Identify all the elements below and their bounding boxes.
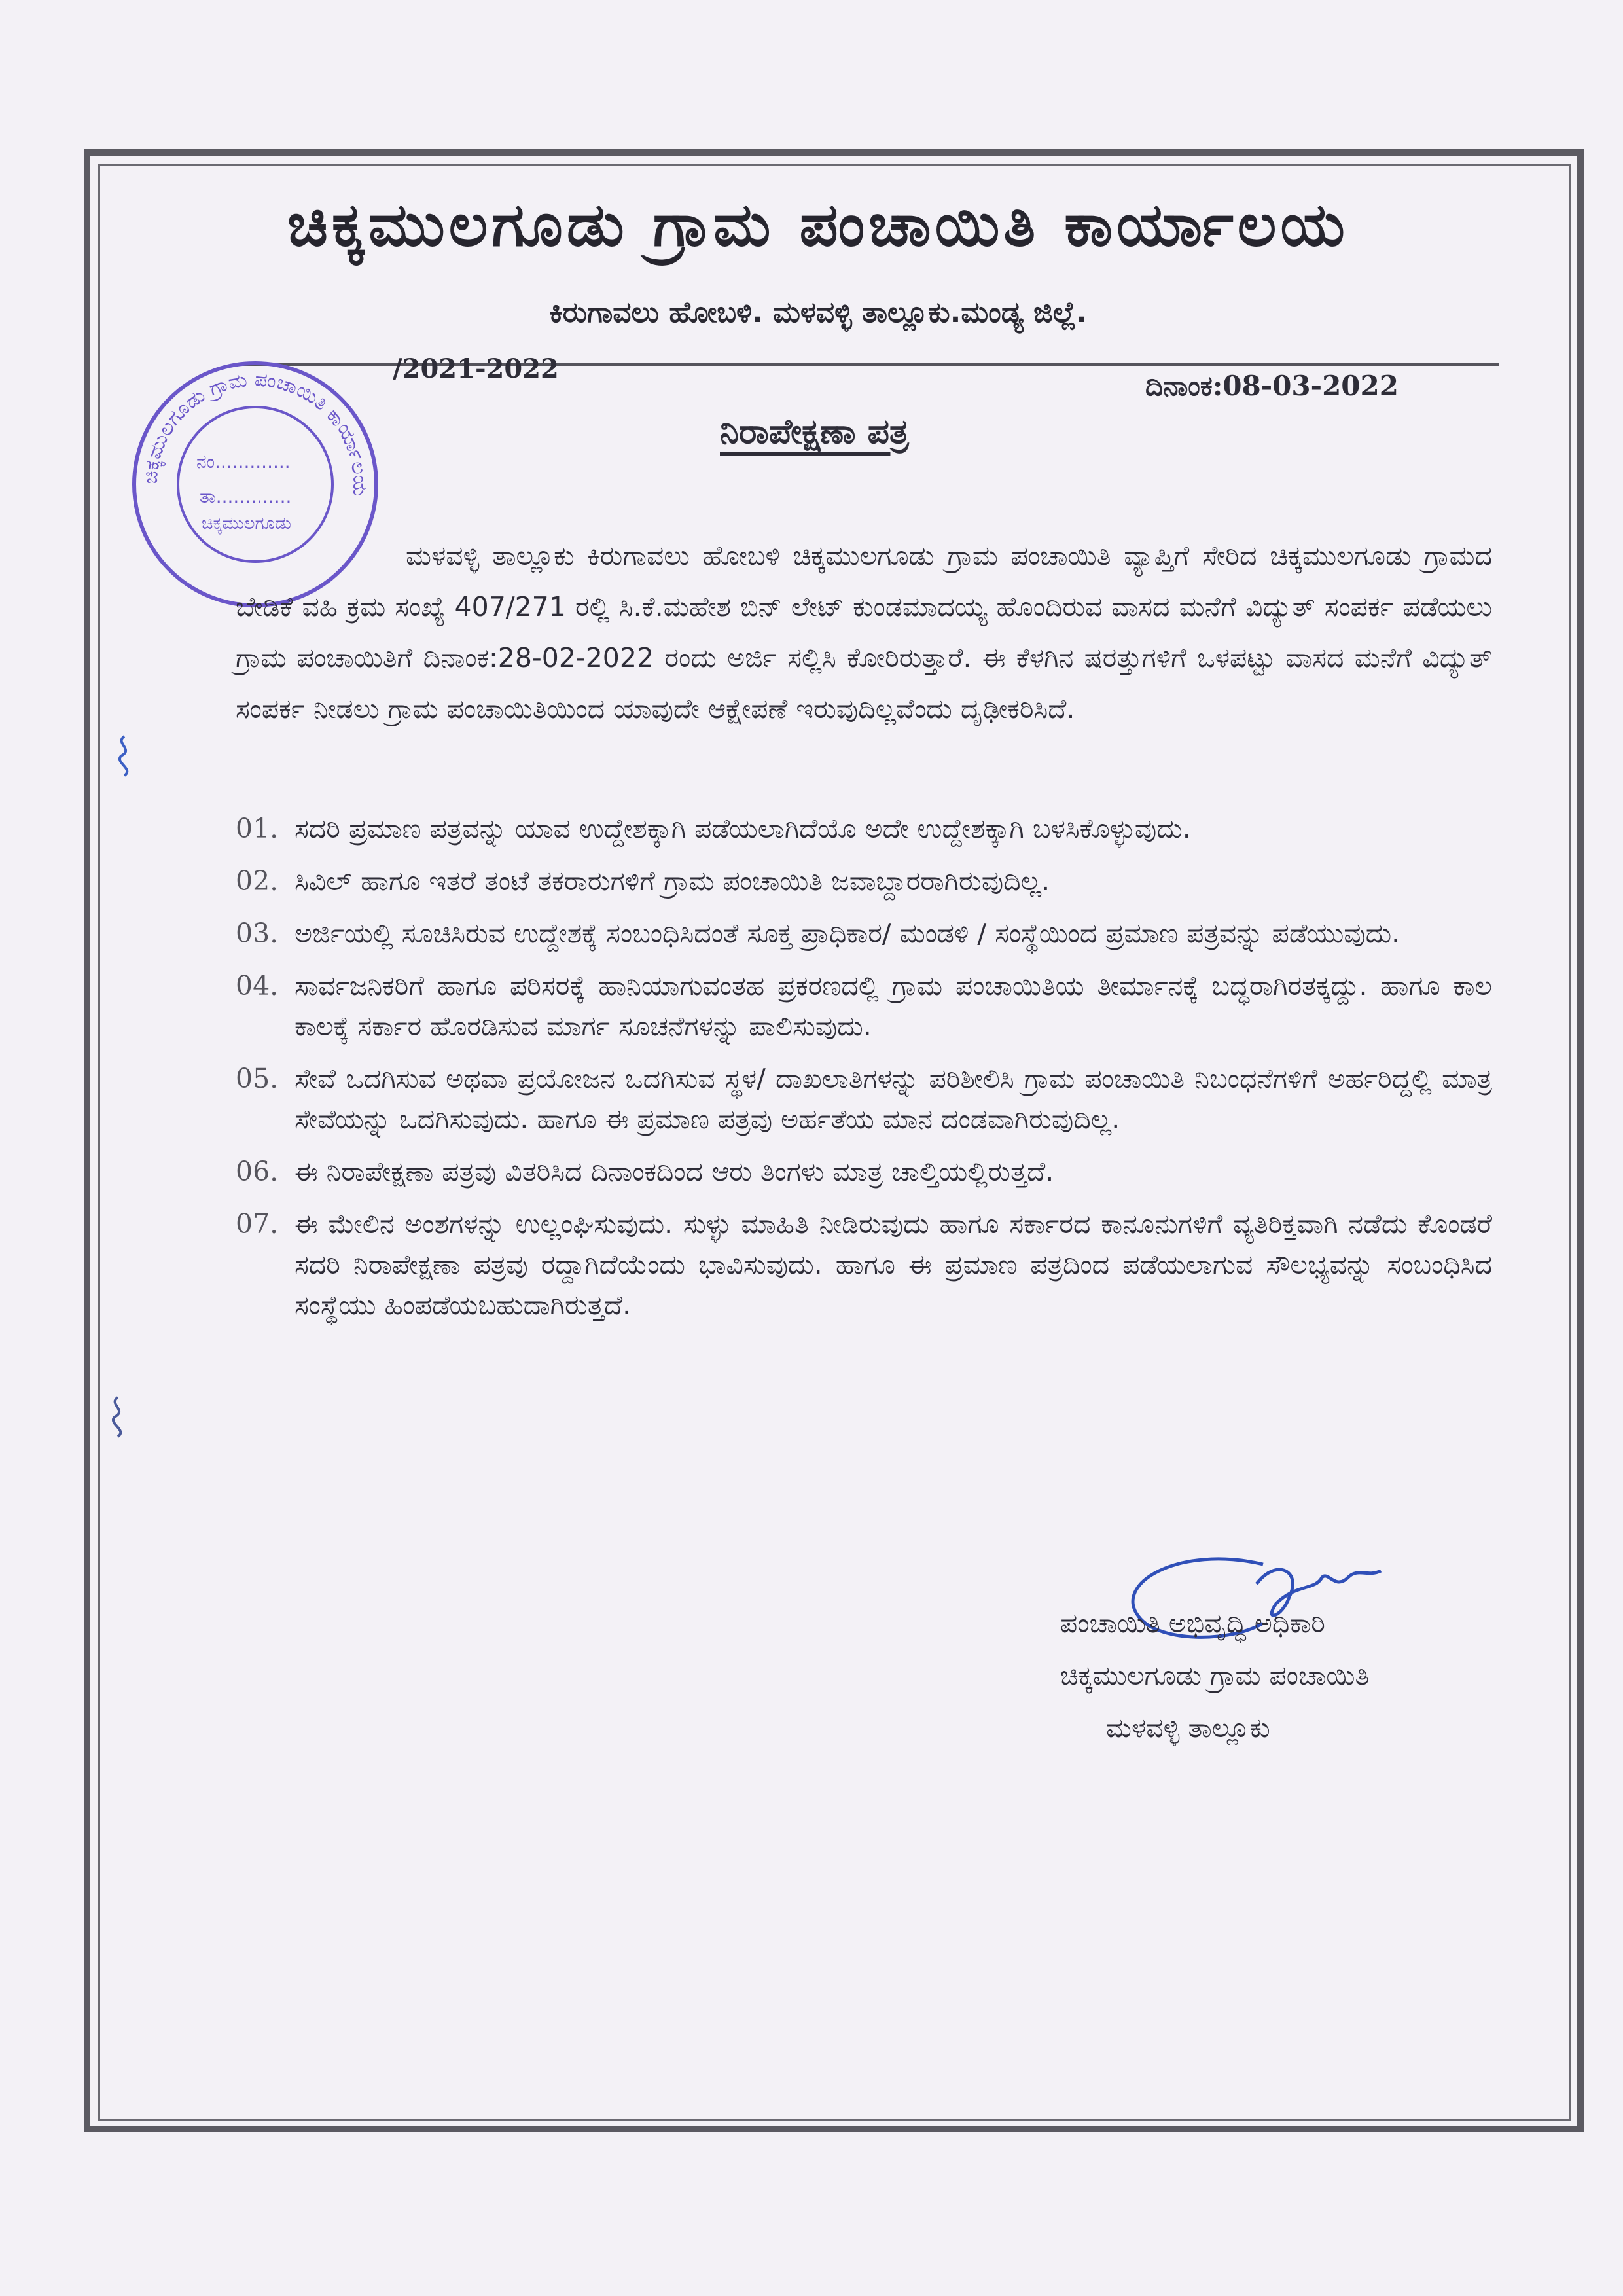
- seal-taluk-label: ತಾ.............: [200, 486, 292, 507]
- condition-number: 04.: [236, 970, 279, 1001]
- office-address: ಕಿರುಗಾವಲು ಹೋಬಳಿ. ಮಳವಳ್ಳಿ ತಾಲ್ಲೂಕು.ಮಂಡ್ಯ ಜಿಲ್ಲೆ.: [549, 296, 1087, 329]
- condition-number: 02.: [236, 865, 279, 897]
- signatory-designation: ಪಂಚಾಯಿತಿ ಅಭಿವೃದ್ಧಿ ಅಧಿಕಾರಿ: [1060, 1607, 1325, 1639]
- issue-date: ದಿನಾಂಕ:08-03-2022: [1145, 370, 1399, 402]
- condition-item: [236, 1204, 1492, 1325]
- condition-item: [236, 913, 1492, 954]
- svg-text:ಚಿಕ್ಕಮುಲಗೂಡು ಗ್ರಾಮ ಪಂಚಾಯಿತಿ ಕಾ: [139, 368, 371, 496]
- condition-item: [236, 861, 1492, 901]
- condition-text: ಈ ಮೇಲಿನ ಅಂಶಗಳನ್ನು ಉಲ್ಲಂಘಿಸುವುದು. ಸುಳ್ಳು ಮಾಹಿತಿ ನೀಡಿರುವುದು ಹಾಗೂ ಸರ್ಕಾರದ ಕಾನೂನುಗಳಿಗೆ ವ್ಯತಿರಿಕ್ತವಾಗಿ ನಡೆದು ಕೊಂಡರೆ ಸದರಿ ನಿರಾಪೇಕ್ಷಣಾ ಪತ್ರವು ರದ್ದಾಗಿದೆಯೆಂದು ಭಾವಿಸುವುದು. ಹಾಗೂ ಈ ಪ್ರಮಾಣ ಪತ್ರದಿಂದ ಪಡೆಯಲಾಗುವ ಸೌಲಭ್ಯವನ್ನು ಸಂಬಂಧಿಸಿದ ಸಂಸ್ಥೆಯು ಹಿಂಪಡೆಯಬಹುದಾಗಿರುತ್ತದೆ.: [294, 1208, 1492, 1321]
- condition-item: [236, 965, 1492, 1047]
- condition-text: ಈ ನಿರಾಪೇಕ್ಷಣಾ ಪತ್ರವು ವಿತರಿಸಿದ ದಿನಾಂಕದಿಂದ ಆರು ತಿಂಗಳು ಮಾತ್ರ ಚಾಲ್ತಿಯಲ್ಲಿರುತ್ತದೆ.: [294, 1156, 1054, 1187]
- seal-village-name: ಚಿಕ್ಕಮುಲಗೂಡು: [202, 514, 291, 533]
- body-paragraph: [236, 530, 1492, 734]
- condition-text: ಸದರಿ ಪ್ರಮಾಣ ಪತ್ರವನ್ನು ಯಾವ ಉದ್ದೇಶಕ್ಕಾಗಿ ಪಡೆಯಲಾಗಿದೆಯೊ ಅದೇ ಉದ್ದೇಶಕ್ಕಾಗಿ ಬಳಸಿಕೊಳ್ಳುವುದು.: [294, 813, 1191, 844]
- condition-number: 03.: [236, 918, 279, 949]
- binder-clip-mark: [105, 1394, 131, 1440]
- condition-number: 05.: [236, 1063, 279, 1094]
- office-title: ಚಿಕ್ಕಮುಲಗೂಡು ಗ್ರಾಮ ಪಂಚಾಯಿತಿ ಕಾರ್ಯಾಲಯ: [287, 190, 1349, 260]
- condition-text: ಅರ್ಜಿಯಲ್ಲಿ ಸೂಚಿಸಿರುವ ಉದ್ದೇಶಕ್ಕೆ ಸಂಬಂಧಿಸಿದಂತೆ ಸೂಕ್ತ ಪ್ರಾಧಿಕಾರ/ ಮಂಡಳಿ / ಸಂಸ್ಥೆಯಿಂದ ಪ್ರಮಾಣ ಪತ್ರವನ್ನು ಪಡೆಯುವುದು.: [294, 918, 1400, 949]
- reference-year: /2021-2022: [393, 353, 559, 384]
- condition-text: ಸೇವೆ ಒದಗಿಸುವ ಅಥವಾ ಪ್ರಯೋಜನ ಒದಗಿಸುವ ಸ್ಥಳ/ ದಾಖಲಾತಿಗಳನ್ನು ಪರಿಶೀಲಿಸಿ ಗ್ರಾಮ ಪಂಚಾಯಿತಿ ನಿಬಂಧನೆಗಳಿಗೆ ಅರ್ಹರಿದ್ದಲ್ಲಿ ಮಾತ್ರ ಸೇವೆಯನ್ನು ಒದಗಿಸುವುದು. ಹಾಗೂ ಈ ಪ್ರಮಾಣ ಪತ್ರವು ಅರ್ಹತೆಯ ಮಾನ ದಂಡವಾಗಿರುವುದಿಲ್ಲ.: [294, 1063, 1492, 1135]
- condition-text: ಸಾರ್ವಜನಿಕರಿಗೆ ಹಾಗೂ ಪರಿಸರಕ್ಕೆ ಹಾನಿಯಾಗುವಂತಹ ಪ್ರಕರಣದಲ್ಲಿ ಗ್ರಾಮ ಪಂಚಾಯಿತಿಯ ತೀರ್ಮಾನಕ್ಕೆ ಬದ್ಧರಾಗಿರತಕ್ಕದ್ದು. ಹಾಗೂ ಕಾಲ ಕಾಲಕ್ಕೆ ಸರ್ಕಾರ ಹೊರಡಿಸುವ ಮಾರ್ಗ ಸೂಚನೆಗಳನ್ನು ಪಾಲಿಸುವುದು.: [294, 970, 1492, 1042]
- condition-item: [236, 1058, 1492, 1139]
- condition-text: ಸಿವಿಲ್ ಹಾಗೂ ಇತರೆ ತಂಟೆ ತಕರಾರುಗಳಿಗೆ ಗ್ರಾಮ ಪಂಚಾಯಿತಿ ಜವಾಬ್ದಾರರಾಗಿರುವುದಿಲ್ಲ.: [294, 865, 1050, 897]
- condition-number: 07.: [236, 1208, 279, 1240]
- signatory-office: ಚಿಕ್ಕಮುಲಗೂಡು ಗ್ರಾಮ ಪಂಚಾಯಿತಿ: [1060, 1660, 1370, 1691]
- signatory-block: [1060, 1597, 1369, 1754]
- seal-ring-text: ಚಿಕ್ಕಮುಲಗೂಡು ಗ್ರಾಮ ಪಂಚಾಯಿತಿ ಕಾರ್ಯಾಲಯ: [139, 368, 372, 497]
- condition-item: [236, 1151, 1492, 1192]
- condition-item: [236, 808, 1492, 849]
- condition-number: 06.: [236, 1156, 279, 1187]
- seal-number-label: ನಂ.............: [196, 451, 291, 473]
- body-paragraph-text: ಮಳವಳ್ಳಿ ತಾಲ್ಲೂಕು ಕಿರುಗಾವಲು ಹೋಬಳಿ ಚಿಕ್ಕಮುಲಗೂಡು ಗ್ರಾಮ ಪಂಚಾಯಿತಿ ವ್ಯಾಪ್ತಿಗೆ ಸೇರಿದ ಚಿಕ್ಕಮುಲಗೂಡು ಗ್ರಾಮದ ಬೇಡಿಕೆ ವಹಿ ಕ್ರಮ ಸಂಖ್ಯೆ 407/271 ರಲ್ಲಿ ಸಿ.ಕೆ.ಮಹೇಶ ಬಿನ್ ಲೇಟ್ ಕುಂಡಮಾದಯ್ಯ ಹೊಂದಿರುವ ವಾಸದ ಮನೆಗೆ ವಿದ್ಯುತ್ ಸಂಪರ್ಕ ಪಡೆಯಲು ಗ್ರಾಮ ಪಂಚಾಯಿತಿಗೆ ದಿನಾಂಕ:28-02-2022 ರಂದು ಅರ್ಜಿ ಸಲ್ಲಿಸಿ ಕೋರಿರುತ್ತಾರೆ. ಈ ಕೆಳಗಿನ ಷರತ್ತುಗಳಿಗೆ ಒಳಪಟ್ಟು ವಾಸದ ಮನೆಗೆ ವಿದ್ಯುತ್ ಸಂಪರ್ಕ ನೀಡಲು ಗ್ರಾಮ ಪಂಚಾಯಿತಿಯಿಂದ ಯಾವುದೇ ಆಕ್ಷೇಪಣೆ ಇರುವುದಿಲ್ಲವೆಂದು ದೃಢೀಕರಿಸಿದೆ.: [236, 540, 1492, 725]
- condition-number: 01.: [236, 813, 279, 844]
- signatory-taluk: ಮಳವಳ್ಳಿ ತಾಲ್ಲೂಕು: [1106, 1712, 1270, 1744]
- binder-clip-mark: [111, 733, 137, 779]
- document-heading: ನಿರಾಪೇಕ್ಷಣಾ ಪತ್ರ: [720, 412, 909, 452]
- conditions-list: [236, 808, 1492, 1337]
